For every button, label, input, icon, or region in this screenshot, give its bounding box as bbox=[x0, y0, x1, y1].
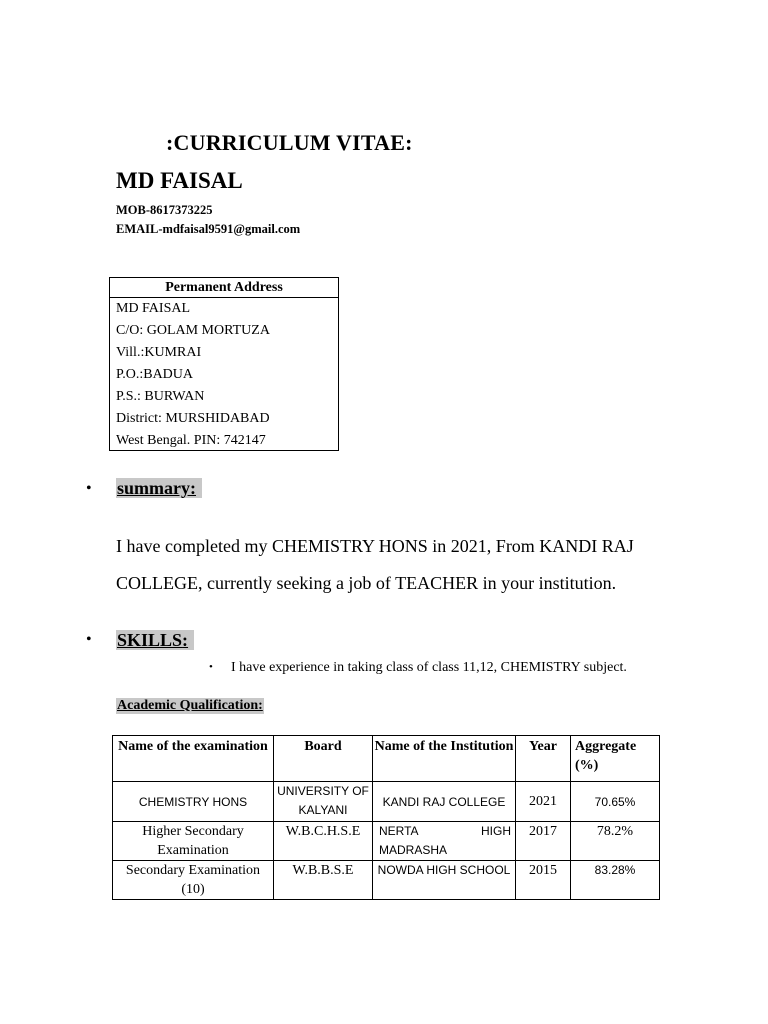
row-1-year: 2021 bbox=[516, 782, 571, 822]
row-1-board: UNIVERSITY OF KALYANI bbox=[274, 782, 373, 822]
row-3-aggregate: 83.28% bbox=[571, 861, 660, 900]
cv-title: :CURRICULUM VITAE: bbox=[166, 130, 413, 155]
summary-text-line-2: COLLEGE, currently seeking a job of TEACHER in your institution. bbox=[116, 573, 617, 593]
address-line-village: Vill.:KUMRAI bbox=[116, 345, 202, 360]
address-line-post-office: P.O.:BADUA bbox=[116, 367, 194, 382]
row-3-year: 2015 bbox=[516, 861, 571, 900]
summary-bullet: • bbox=[86, 480, 92, 497]
address-line-state-pin: West Bengal. PIN: 742147 bbox=[116, 433, 266, 448]
summary-heading-colon: : bbox=[190, 478, 196, 498]
row-3-board: W.B.B.S.E bbox=[274, 861, 373, 900]
candidate-name: MD FAISAL bbox=[116, 168, 243, 193]
row-2-aggregate: 78.2% bbox=[571, 822, 660, 861]
academic-qualification-table bbox=[112, 735, 660, 900]
skills-bullet: • bbox=[86, 631, 92, 648]
mobile-number: MOB-8617373225 bbox=[116, 203, 213, 217]
skill-item-bullet: • bbox=[209, 661, 213, 673]
summary-text-line-1: I have completed my CHEMISTRY HONS in 2021, From KANDI RAJ bbox=[116, 536, 634, 556]
address-line-care-of: C/O: GOLAM MORTUZA bbox=[116, 323, 270, 338]
address-line-police-station: P.S.: BURWAN bbox=[116, 389, 205, 404]
skill-item-text: I have experience in taking class of class 11,12, CHEMISTRY subject. bbox=[231, 660, 627, 675]
address-lines bbox=[110, 298, 338, 453]
permanent-address-box bbox=[109, 277, 339, 451]
row-2-year: 2017 bbox=[516, 822, 571, 861]
row-1-institution: KANDI RAJ COLLEGE bbox=[373, 782, 516, 822]
summary-heading bbox=[116, 478, 202, 499]
academic-qualification-heading: Academic Qualification: bbox=[117, 698, 263, 713]
header-exam-name: Name of the examination bbox=[113, 736, 274, 782]
row-3-institution: NOWDA HIGH SCHOOL bbox=[373, 861, 516, 900]
summary-heading-text: summary bbox=[117, 478, 190, 498]
skills-heading-text: SKILLS bbox=[117, 630, 183, 650]
table-header-row bbox=[113, 736, 660, 782]
table-row bbox=[113, 861, 660, 900]
address-line-district: District: MURSHIDABAD bbox=[116, 411, 270, 426]
table-row bbox=[113, 822, 660, 861]
header-institution: Name of the Institution bbox=[373, 736, 516, 782]
email-address: EMAIL-mdfaisal9591@gmail.com bbox=[116, 222, 301, 236]
row-3-exam: Secondary Examination (10) bbox=[113, 861, 274, 900]
row-2-exam: Higher Secondary Examination bbox=[113, 822, 274, 861]
row-2-board: W.B.C.H.S.E bbox=[274, 822, 373, 861]
skills-heading bbox=[116, 630, 194, 651]
header-aggregate: Aggregate (%) bbox=[571, 736, 660, 782]
address-heading: Permanent Address bbox=[110, 278, 338, 298]
header-year: Year bbox=[516, 736, 571, 782]
table-row bbox=[113, 782, 660, 822]
header-board: Board bbox=[274, 736, 373, 782]
address-line-name: MD FAISAL bbox=[116, 301, 191, 316]
row-1-exam: CHEMISTRY HONS bbox=[113, 782, 274, 822]
row-2-institution: NERTA HIGH MADRASHA bbox=[373, 822, 516, 861]
skills-heading-colon: : bbox=[182, 630, 189, 650]
row-1-aggregate: 70.65% bbox=[571, 782, 660, 822]
